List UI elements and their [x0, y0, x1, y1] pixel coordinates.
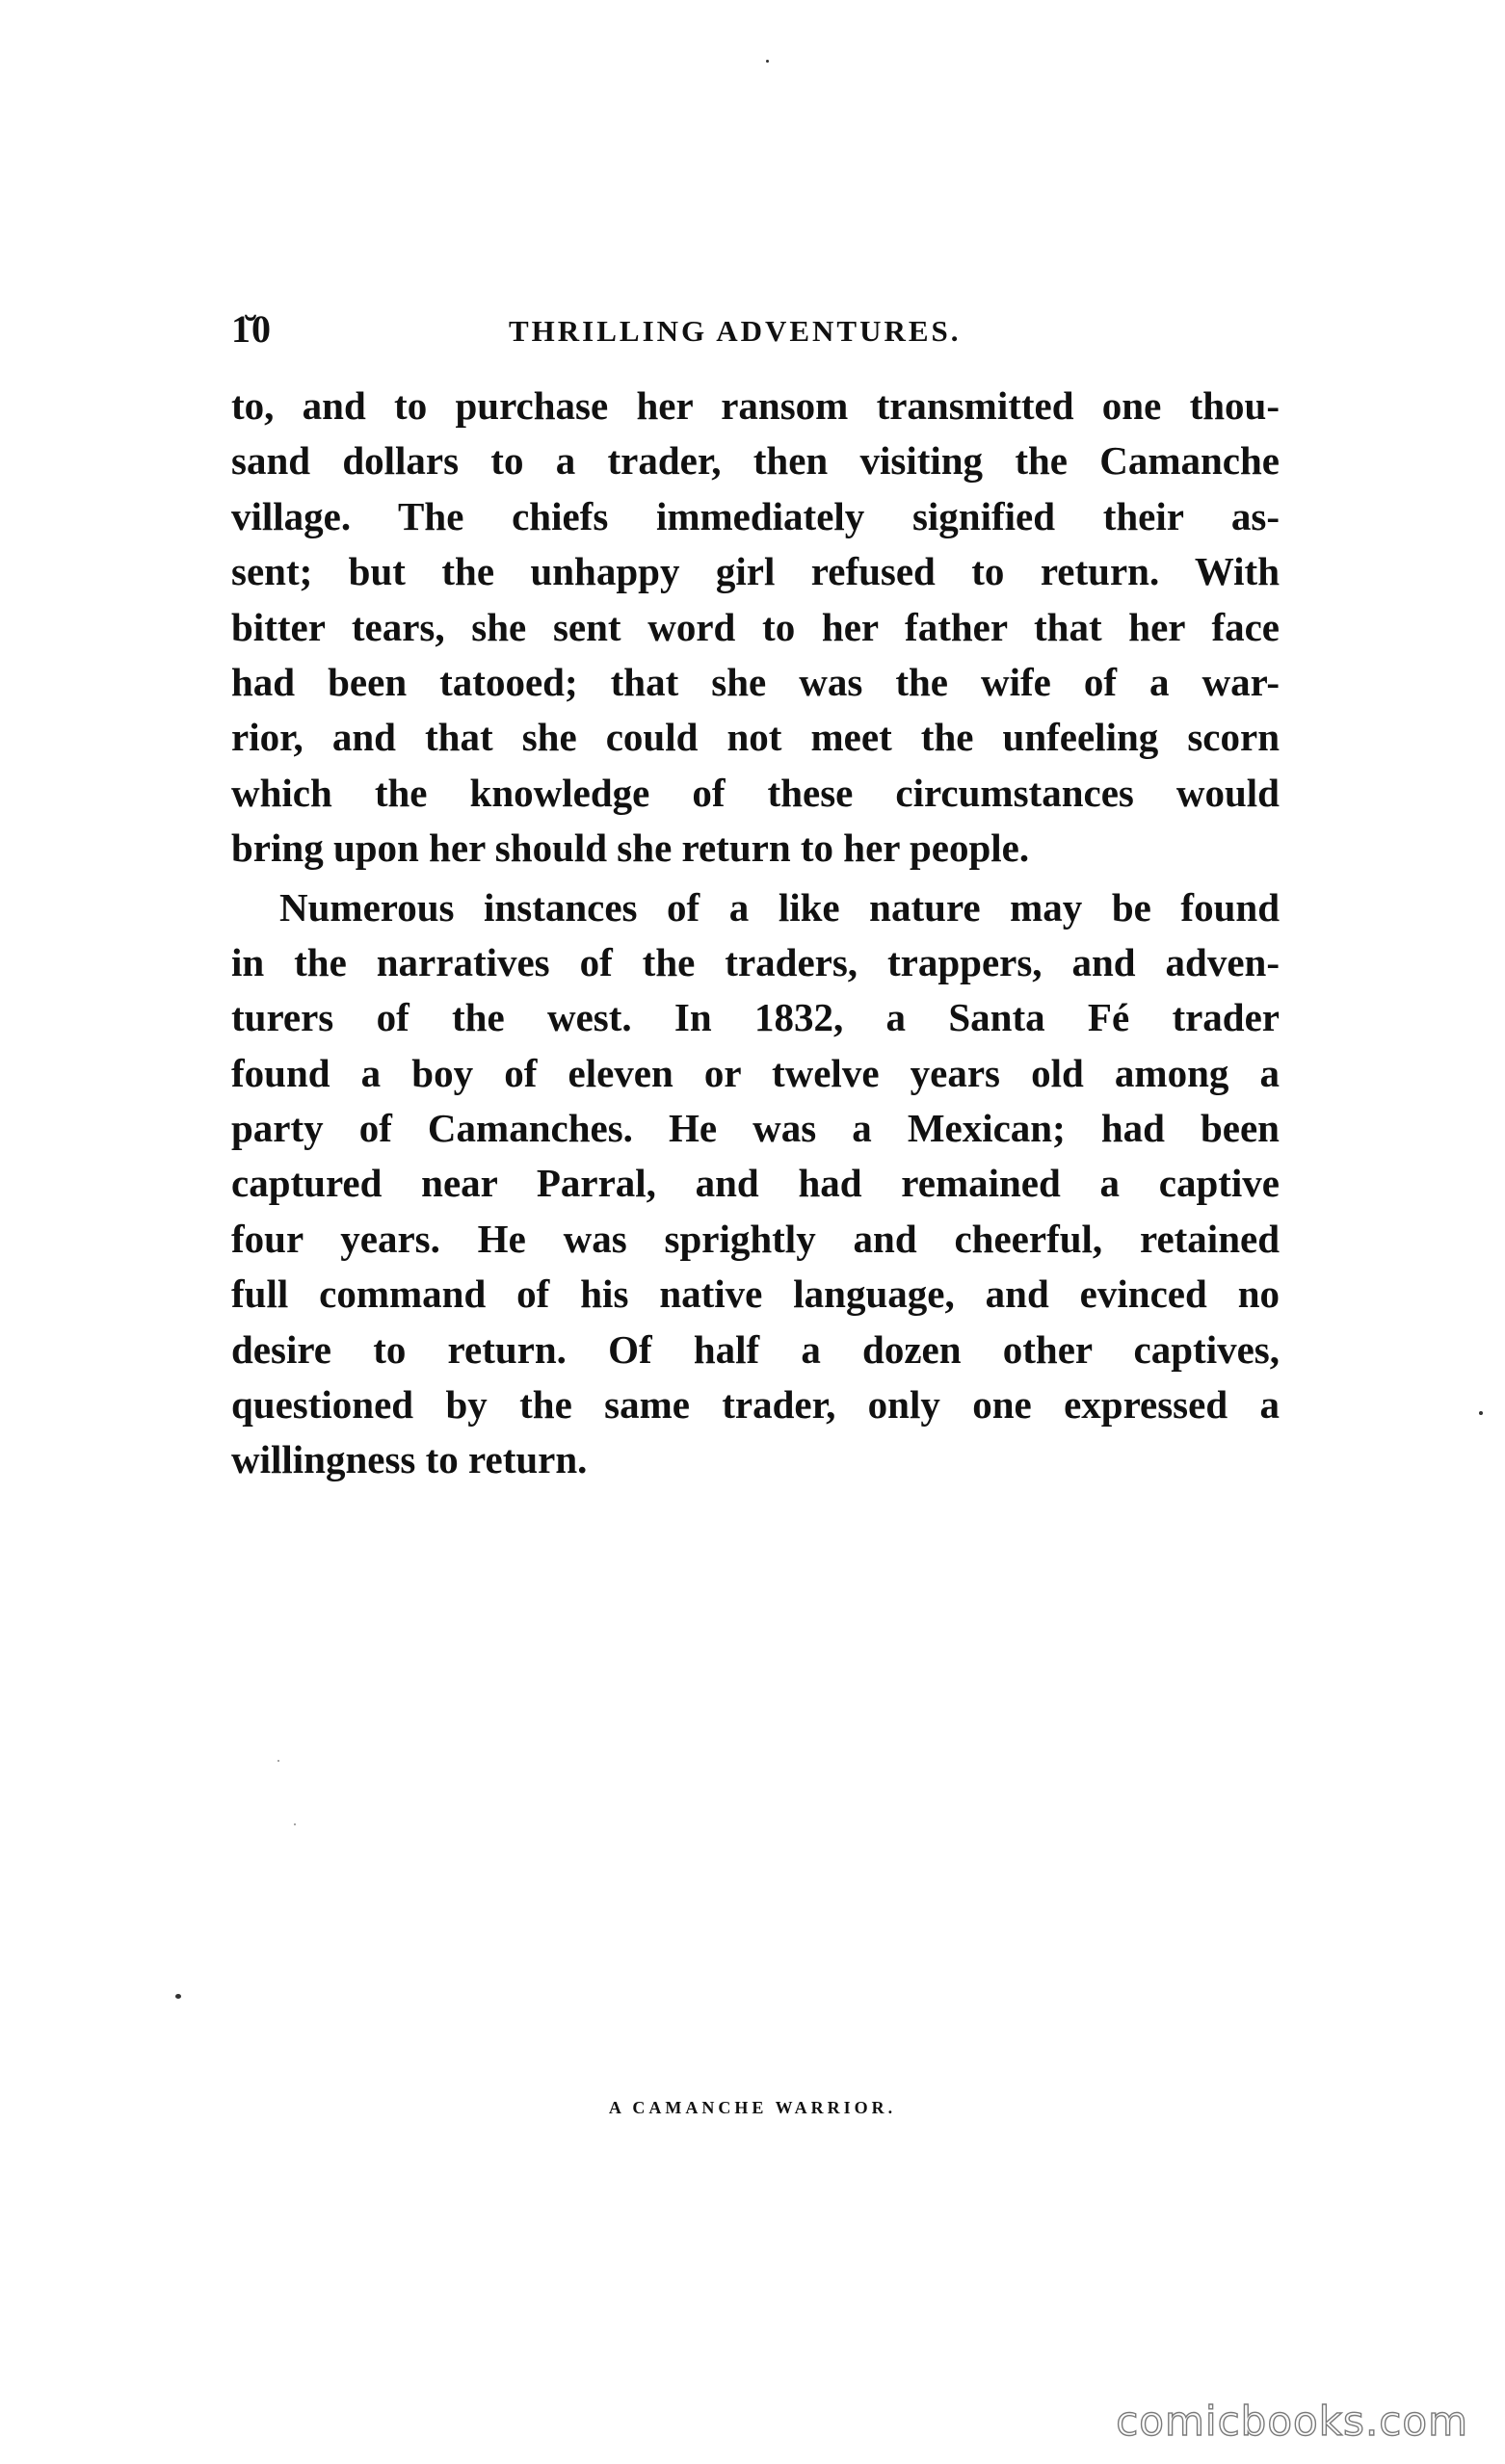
text-line: rior, and that she could not meet the unfeeling scorn — [231, 715, 1280, 760]
scan-speck — [294, 1823, 296, 1825]
scan-speck — [766, 60, 769, 63]
scan-speck — [175, 1994, 181, 1999]
scan-speck — [1479, 1411, 1483, 1415]
text-line: full command of his native language, and evinced no — [231, 1271, 1280, 1317]
text-line: bitter tears, she sent word to her father that her face — [231, 604, 1280, 649]
text-line: sent; but the unhappy girl refused to return. With — [231, 549, 1280, 594]
text-line: captured near Parral, and had remained a captive — [231, 1161, 1280, 1206]
scan-speck — [277, 1760, 279, 1762]
text-line: in the narratives of the traders, trappers, and adven- — [231, 939, 1280, 984]
text-line: Numerous instances of a like nature may be found — [279, 884, 1280, 930]
text-line: turers of the west. In 1832, a Santa Fé trader — [231, 995, 1280, 1040]
text-line: party of Camanches. He was a Mexican; had been — [231, 1106, 1280, 1151]
text-line: village. The chiefs immediately signified their as- — [231, 493, 1280, 538]
text-line: found a boy of eleven or twelve years old among a — [231, 1050, 1280, 1095]
text-line: to, and to purchase her ransom transmitted one thou- — [231, 383, 1280, 428]
text-line: had been tatooed; that she was the wife of a war- — [231, 659, 1280, 704]
text-line: questioned by the same trader, only one expressed a — [231, 1382, 1280, 1428]
text-line: four years. He was sprightly and cheerful, retained — [231, 1216, 1280, 1261]
running-title: THRILLING ADVENTURES. — [509, 314, 962, 348]
text-line: willingness to return. — [231, 1437, 588, 1482]
text-line: which the knowledge of these circumstances would — [231, 770, 1280, 815]
paragraph-2 — [231, 880, 1280, 1488]
running-head — [231, 306, 1281, 354]
watermark-logo: comicbooks.com — [1116, 2398, 1468, 2445]
text-line: sand dollars to a trader, then visiting the Camanche — [231, 438, 1280, 484]
body-text — [231, 379, 1280, 1488]
text-line: bring upon her should she return to her people. — [231, 826, 1030, 871]
paragraph-1 — [231, 379, 1280, 877]
text-line: desire to return. Of half a dozen other captives, — [231, 1326, 1280, 1372]
plate-caption: A CAMANCHE WARRIOR. — [608, 2098, 897, 2117]
page-number: 1̆0 — [231, 307, 272, 351]
